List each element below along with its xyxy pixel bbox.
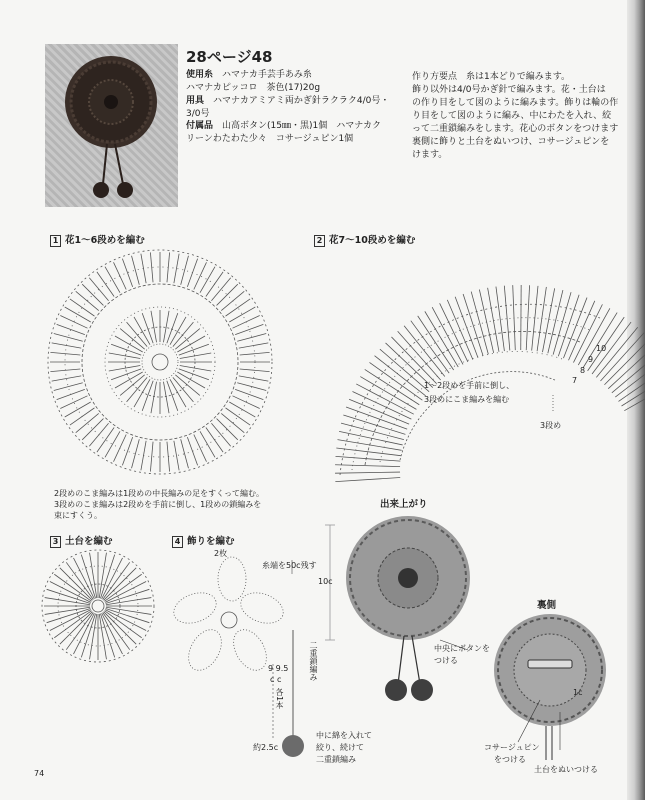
pin-note: をつける xyxy=(494,755,526,764)
each-one-note: 各1本 xyxy=(275,688,284,710)
finished-heading: 出来上がり xyxy=(380,499,428,510)
chain-note: 二重鎖編み xyxy=(309,641,318,681)
pin-note: コサージュピン xyxy=(484,743,540,752)
tools-value-2: 3/0号 xyxy=(186,109,210,119)
s1-note: 2段めのこま編みは1段めの中長編みの足をすくって編む。 xyxy=(54,489,265,498)
yarn-value: ハマナカ手芸手あみ糸 xyxy=(222,70,312,80)
button-note: つける xyxy=(434,656,458,665)
instruction-line: 飾り以外は4/0号かぎ針で編みます。花・土台は xyxy=(412,85,606,95)
instruction-line: り目をして図のように編み、中にわたを入れ、絞 xyxy=(412,111,612,121)
section-title: 飾りを編む xyxy=(187,536,235,547)
yarn-label: 使用糸 xyxy=(186,70,214,80)
instruction-line: 裏側に飾りと土台をぬいつけ、コサージュピンを xyxy=(412,137,610,147)
finished-height: 10c xyxy=(318,577,333,586)
row-number: 10 xyxy=(596,344,607,353)
stuffing-note: 中に綿を入れて xyxy=(316,731,372,740)
ball-size: 約2.5c xyxy=(253,743,279,752)
page-number: 74 xyxy=(34,769,45,778)
row-number: 7 xyxy=(572,376,578,385)
section-title: 土台を編む xyxy=(65,536,113,547)
s1-note: 3段めのこま編みは2段めを手前に倒し、1段めの鎖編みを xyxy=(54,500,262,509)
instruction-line: って二重鎖編みをします。花心のボタンをつけます xyxy=(412,124,619,134)
base-chart xyxy=(42,550,154,662)
button-note: 中央にボタンを xyxy=(434,644,490,653)
decoration-ball xyxy=(282,735,304,757)
instruction-line: けます。 xyxy=(412,150,448,160)
decoration-chart xyxy=(170,557,288,676)
accessories-value-2: リーンわたわた少々 コサージュピン1個 xyxy=(186,134,354,144)
chain-units: c c xyxy=(270,675,282,684)
sew-note: 土台をぬいつける xyxy=(534,765,598,774)
row-number: 9 xyxy=(588,355,594,364)
accessories-value: 山高ボタン(15㎜・黒)1個 ハマナカク xyxy=(222,121,382,131)
instruction-line: 作り方要点 糸は1本どりで編みます。 xyxy=(412,72,571,82)
section-number: 3 xyxy=(50,536,61,548)
row-number: 8 xyxy=(580,366,586,375)
tools-label: 用具 xyxy=(186,96,205,106)
s2-note: 1〜2段めを手前に倒し、 xyxy=(424,381,515,390)
s2-row-label: 3段め xyxy=(540,421,562,430)
section-number: 1 xyxy=(50,235,61,247)
chain-lengths: 9 9.5 xyxy=(268,664,289,673)
back-view xyxy=(494,614,606,760)
flower-chart-1 xyxy=(48,250,272,474)
instruction-line: の作り目をして図のように編みます。飾りは輪の作 xyxy=(412,98,619,108)
finished-flower xyxy=(346,516,470,701)
s2-note: 3段めにこま編みを編む xyxy=(424,395,510,404)
stuffing-note: 絞り、続けて xyxy=(316,743,364,752)
s1-note: 束にすくう。 xyxy=(54,511,102,520)
accessories-label: 付属品 xyxy=(186,121,214,131)
yarn-end-note: 糸端を50c残す xyxy=(262,561,317,570)
yarn-value-2: ハマナカピッコロ 茶色(17)20g xyxy=(186,83,321,93)
decoration-count: 2枚 xyxy=(214,549,228,558)
section-title: 花7〜10段めを編む xyxy=(329,235,416,246)
back-size: 1c xyxy=(573,688,583,697)
stuffing-note: 二重鎖編み xyxy=(316,755,356,764)
section-title: 花1〜6段めを編む xyxy=(65,235,145,246)
back-heading: 裏側 xyxy=(537,600,557,611)
section-number: 2 xyxy=(314,235,325,247)
tools-value: ハマナカアミアミ両かぎ針ラクラク4/0号・ xyxy=(213,96,390,106)
page-title: 28ページ48 xyxy=(186,48,273,66)
section-number: 4 xyxy=(172,536,183,548)
